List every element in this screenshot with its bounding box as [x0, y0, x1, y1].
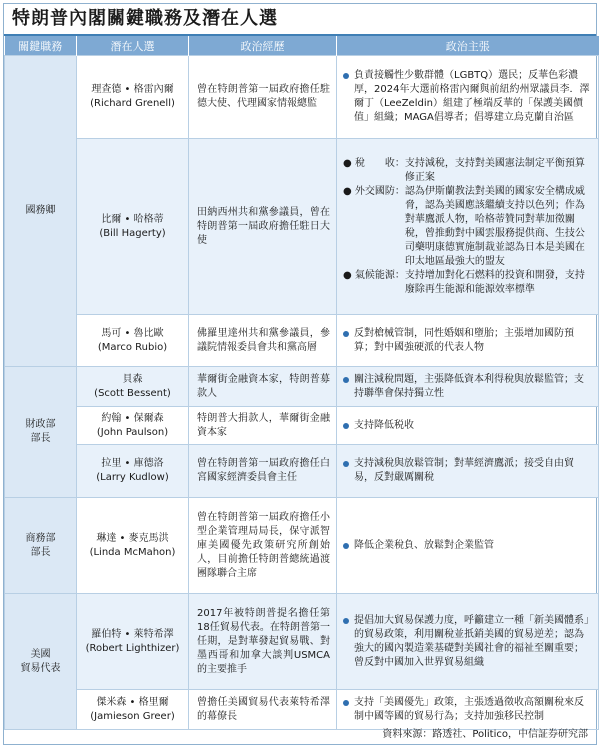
experience-cell: 特朗普大捐款人，華爾街金融資本家	[189, 407, 337, 445]
position-text: 關注減稅問題，主張降低資本利得稅與放鬆監管；支持聯準會保持獨立性	[343, 373, 592, 401]
infographic	[3, 3, 597, 745]
position-cell	[337, 56, 599, 139]
position-text: 支持「美國優先」政策，主張透過徵收高額關稅來反制中國等國的貿易行為；支持加強移民控制	[343, 696, 592, 724]
candidate-cell	[77, 367, 189, 407]
role-treasury-secretary	[5, 367, 77, 498]
candidate-name-en: (Robert Lighthizer)	[85, 642, 180, 654]
candidate-name-zh: 拉里 • 庫德洛	[101, 458, 164, 469]
position-cell	[337, 139, 599, 315]
table-header-row	[5, 36, 599, 56]
candidate-cell	[77, 407, 189, 445]
cabinet-table	[4, 36, 599, 730]
experience-cell: 曾擔任美國貿易代表萊特希澤的幕僚長	[189, 690, 337, 730]
candidate-name-zh: 理查德 • 格雷內爾	[91, 84, 174, 95]
candidate-cell	[77, 139, 189, 315]
role-trade-representative	[5, 594, 77, 730]
position-text: 提倡加大貿易保護力度，呼籲建立一種「新美國體系」的貿易政策，利用關稅並扺銷美國的貿易逆差；認為強大的國內製造業基礎對美國社會的福祉至關重要；曾反對中國加入世界貿易組織	[343, 614, 592, 670]
experience-cell: 曾在特朗普第一屆政府擔任白宮國家經濟委員會主任	[189, 445, 337, 498]
position-text: 支持減稅與放鬆管制；對華經濟鷹派；接受自由貿易，反對嚴厲關稅	[343, 457, 592, 485]
candidate-cell	[77, 315, 189, 367]
experience-cell: 華爾街金融資本家，特朗普募款人	[189, 367, 337, 407]
candidate-cell	[77, 445, 189, 498]
table-row	[5, 690, 599, 730]
table-row	[5, 56, 599, 139]
experience-cell: 田納西州共和黨參議員，曾在特朗普第一屆政府擔任駐日大使	[189, 139, 337, 315]
candidate-name-en: (Jamieson Greer)	[90, 710, 175, 722]
point-text: 支持增加對化石燃料的投資和開發，支持廢除再生能源和能源效率標準	[404, 269, 585, 295]
candidate-cell	[77, 594, 189, 690]
role-secretary-of-state	[5, 56, 77, 367]
role-label: 國務卿	[25, 205, 56, 216]
candidate-name-zh: 傑米森 • 格里爾	[96, 696, 169, 708]
candidate-name-zh: 貝森	[122, 373, 143, 385]
table-row	[5, 139, 599, 315]
role-label: 部長	[30, 546, 51, 558]
candidate-name-zh: 馬可 • 魯比歐	[101, 327, 164, 339]
candidate-name-en: (Marco Rubio)	[97, 341, 168, 353]
position-cell	[337, 407, 599, 445]
candidate-name-en: (Larry Kudlow)	[96, 472, 169, 483]
header-experience: 政治經歷	[189, 36, 337, 56]
candidate-name-en: (John Paulson)	[96, 426, 169, 438]
point-key: ● 稅 收：	[343, 157, 405, 169]
table-row	[5, 498, 599, 594]
position-point-tax	[343, 157, 592, 185]
page-title: 特朗普內閣關鍵職務及潛在人選	[4, 4, 596, 36]
candidate-cell	[77, 56, 189, 139]
role-commerce-secretary	[5, 498, 77, 594]
role-label: 部長	[30, 433, 51, 444]
table-row	[5, 367, 599, 407]
source-note: 資料來源：路透社、Politico，中信証券研究部	[382, 729, 588, 740]
candidate-name-en: (Linda McMahon)	[89, 546, 176, 558]
position-cell	[337, 445, 599, 498]
position-cell	[337, 315, 599, 367]
header-position: 政治主張	[337, 36, 599, 56]
position-text: 負責接觸性少數群體（LGBTQ）選民；反華色彩濃厚，2024年大選前格雷內爾與前紐約州眾議員李．澤爾丁（LeeZeldin）組建了極端反華的「保護美國價值」組織；MAGA倡導者；倡導建立烏克蘭自治區	[343, 69, 592, 125]
candidate-name-en: (Bill Hagerty)	[99, 227, 166, 239]
experience-cell: 曾在特朗普第一屆政府擔任駐德大使、代理國家情報總監	[189, 56, 337, 139]
position-text: 支持降低税收	[343, 419, 592, 433]
table-row	[5, 594, 599, 690]
position-point-climate	[343, 269, 592, 297]
role-label: 貿易代表	[20, 662, 61, 674]
point-key: ● 氣候能源：	[343, 269, 405, 281]
point-text: 認為伊斯蘭教法對美國的國家安全構成威脅，認為美國應該繼續支持以色列；作為對華鷹派人物，哈格蒂贊同對華加徵關稅，曾推動對中國雲服務提供商、生技公司藥明康德實施制裁並認為日本是美國在印太地區最強大的盟友	[404, 185, 585, 267]
candidate-name-en: (Scott Bessent)	[94, 387, 171, 399]
candidate-name-zh: 約翰 • 保爾森	[101, 412, 164, 424]
experience-cell: 曾在特朗普第一屆政府擔任小型企業管理局局長，保守派智庫美國優先政策研究所創始人，目前擔任特朗普總統過渡團隊聯合主席	[189, 498, 337, 594]
position-point-diplomacy	[343, 185, 592, 269]
candidate-name-zh: 比爾 • 哈格蒂	[101, 213, 164, 225]
table-row	[5, 407, 599, 445]
table-row	[5, 445, 599, 498]
experience-cell: 2017年被特朗普提名擔任第18任貿易代表。在特朗普第一任期，是對華發起貿易戰、對墨西哥和加拿大談判USMCA的主要推手	[189, 594, 337, 690]
position-text: 降低企業稅負、放鬆對企業監管	[343, 539, 592, 553]
candidate-cell	[77, 498, 189, 594]
header-candidate: 潛在人選	[77, 36, 189, 56]
role-label: 商務部	[25, 532, 56, 544]
role-label: 美國	[30, 648, 51, 660]
experience-cell: 佛羅里達州共和黨參議員，參議院情報委員會共和黨高層	[189, 315, 337, 367]
position-cell	[337, 690, 599, 730]
candidate-name-zh: 羅伯特 • 萊特希澤	[91, 628, 174, 640]
point-text: 支持減稅，支持對美國憲法制定平衡預算修正案	[404, 157, 585, 183]
candidate-name-zh: 琳達 • 麥克馬洪	[96, 532, 169, 544]
header-key-role: 關鍵職務	[5, 36, 77, 56]
position-cell	[337, 367, 599, 407]
position-cell	[337, 594, 599, 690]
role-label: 財政部	[25, 419, 56, 430]
candidate-cell	[77, 690, 189, 730]
point-key: ● 外交國防：	[343, 185, 405, 197]
position-cell	[337, 498, 599, 594]
position-text: 反對槍械管制，同性婚姻和墮胎；主張增加國防預算；對中國強硬派的代表人物	[343, 327, 592, 355]
table-row	[5, 315, 599, 367]
candidate-name-en: (Richard Grenell)	[90, 98, 175, 109]
